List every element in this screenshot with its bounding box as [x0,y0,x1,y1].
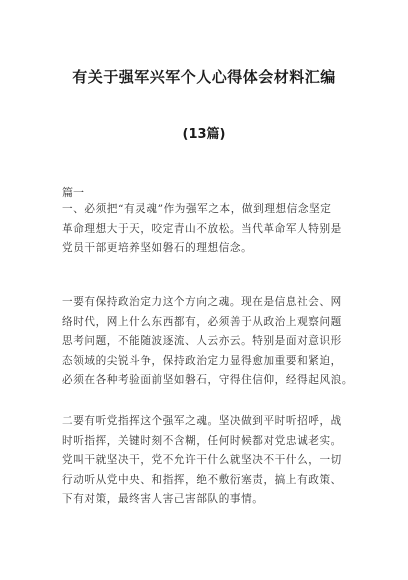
paragraph-line: 党叫干就坚决干，党不允许干什么就坚决不干什么，一切 [62,454,342,467]
paragraph-2 [62,293,354,391]
paragraph-line: 一、必须把“有灵魂”作为强军之本，做到理想信念坚定 [62,203,332,215]
section-label: 篇一 [62,186,84,199]
paragraph-line: 二要有听党指挥这个强军之魂。坚决做到平时听招呼，战 [62,415,342,427]
paragraph-line: 行动听从党中央、和指挥，绝不敷衍塞责，搞上有政策、 [62,473,342,486]
paragraph-3 [62,412,354,510]
paragraph-line: 一要有保持政治定力这个方向之魂。现在是信息社会、网 [62,296,342,308]
paragraph-line: 思考问题，不能随波逐流、人云亦云。特别是面对意识形 [62,335,342,348]
paragraph-line: 时听指挥，关键时刻不含糊，任何时候都对党忠诚老实。 [62,434,342,447]
paragraph-line: 必须在各种考验面前坚如磐石，守得住信仰，经得起风浪。 [62,374,354,387]
paragraph-line: 党员干部更培养坚如磐石的理想信念。 [62,242,253,255]
document-subtitle: (13篇) [182,127,226,142]
paragraph-line: 态领域的尖锐斗争，保持政治定力显得愈加重要和紧迫， [62,354,342,367]
document-title: 有关于强军兴军个人心得体会材料汇编 [72,68,336,86]
paragraph-line: 络时代，网上什么东西都有，必须善于从政治上观察问题 [62,315,342,328]
paragraph-1 [62,200,354,259]
paragraph-line: 革命理想大于天，咬定青山不放松。当代革命军人特别是 [62,222,342,235]
paragraph-line: 下有对策，最终害人害己害部队的事情。 [62,493,264,506]
